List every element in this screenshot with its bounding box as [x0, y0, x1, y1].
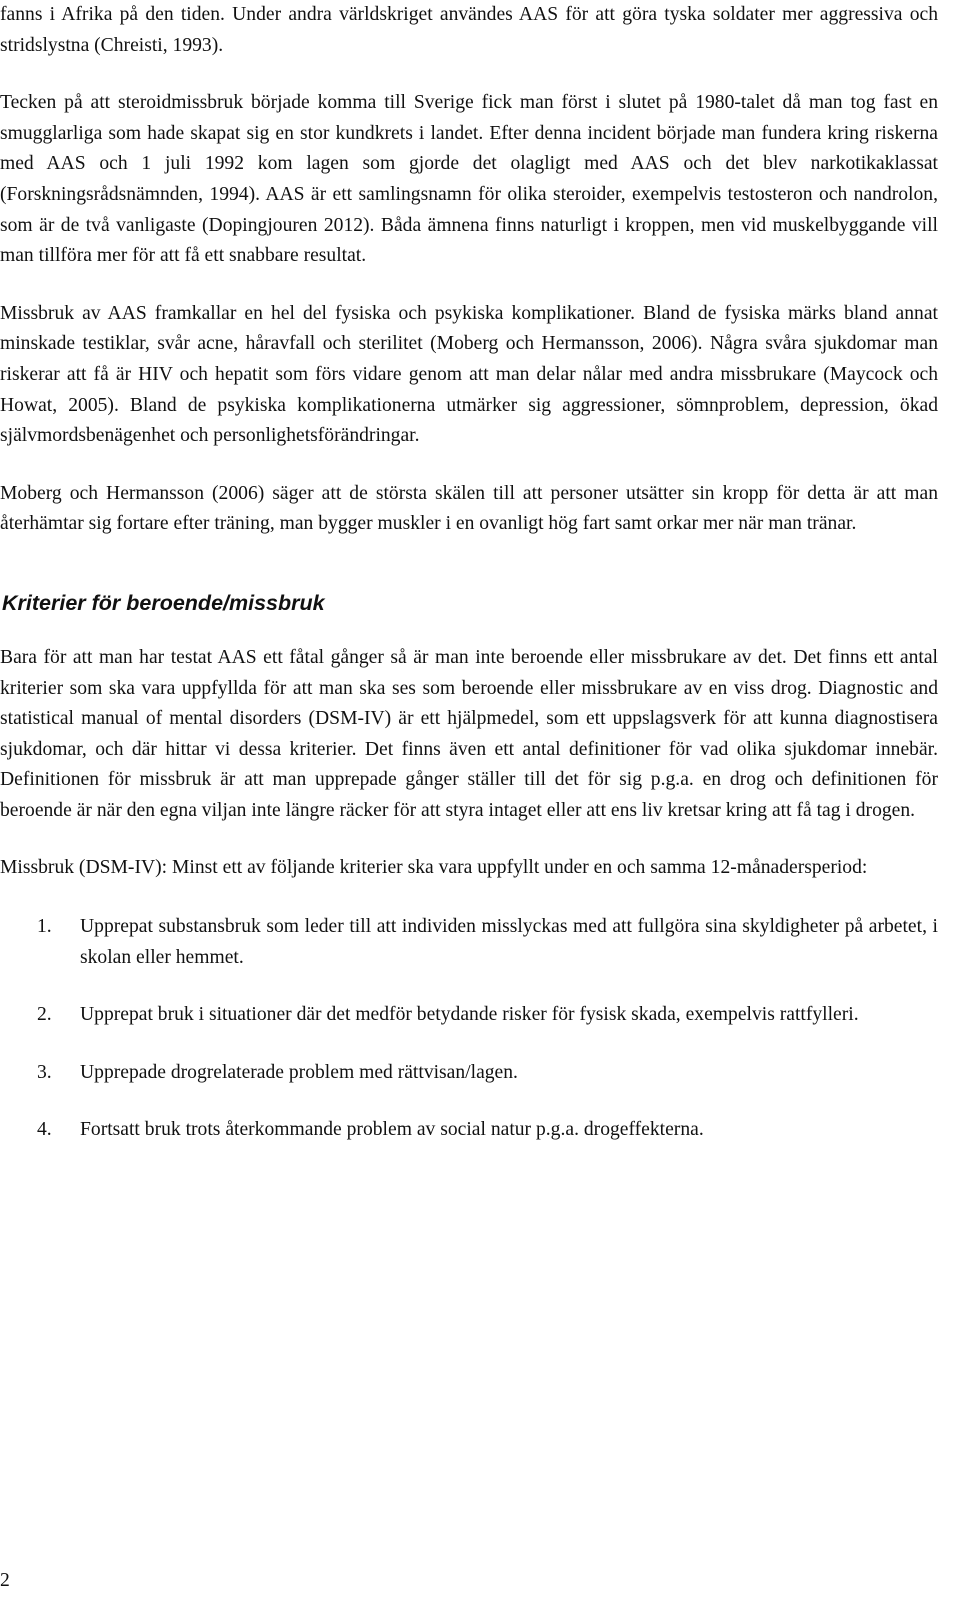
section-paragraph: Missbruk (DSM-IV): Minst ett av följande kriterier ska vara uppfyllt under en och samma 12-månadersperiod: [0, 857, 868, 879]
body-paragraph: Moberg och Hermansson (2006) säger att de största skälen till att personer utsätter sin kropp för detta är att man återhämtar sig fortare efter träning, man bygger muskler i en ovanligt hög fart samt orkar mer när man tränar. [0, 482, 938, 535]
criteria-number: 2. [37, 1004, 52, 1026]
criteria-item [0, 912, 938, 973]
section-paragraph: Bara för att man har testat AAS ett fåtal gånger så är man inte beroende eller missbrukare av det. Det finns ett antal kriterier som ska vara uppfyllda för att man ska ses som beroende eller missbrukare av en viss drog. Diagnostic and statistical manual of mental disorders (DSM-IV) är ett hjälpmedel, som ett uppslagsverk för att kunna diagnostisera sjukdomar, och där hittar vi dessa kriterier. Det finns även ett antal definitioner för vad olika sjukdomar innebär. Definitionen för missbruk är att man upprepade gånger ställer till det för sig p.g.a. en drog och definitionen för beroende är när den egna viljan inte längre räcker för att styra intaget eller att ens liv kretsar kring att få tag i drogen. [0, 646, 938, 821]
criteria-list [0, 912, 938, 1146]
page-number: 2 [0, 1570, 10, 1591]
body-paragraph: Tecken på att steroidmissbruk började komma till Sverige fick man först i slutet på 1980-talet då man tog fast en smugglarliga som hade skapat sig en stor kundkrets i landet. Efter denna incident började man fundera kring riskerna med AAS och 1 juli 1992 kom lagen som gjorde det olagligt med AAS och det blev narkotikaklassat (Forskningsrådsnämnden, 1994). AAS är ett samlingsnamn för olika steroider, exempelvis testosteron och nandrolon, som är de två vanligaste (Dopingjouren 2012). Båda ämnena finns naturligt i kroppen, men vid muskelbyggande vill man tillföra mer för att få ett snabbare resultat. [0, 92, 938, 267]
criteria-text: Fortsatt bruk trots återkommande problem av social natur p.g.a. drogeffekterna. [80, 1119, 704, 1141]
criteria-number: 4. [37, 1119, 52, 1141]
criteria-text: Upprepat substansbruk som leder till att individen misslyckas med att fullgöra sina skyldigheter på arbetet, i skolan eller hemmet. [80, 916, 938, 968]
body-paragraph: fanns i Afrika på den tiden. Under andra världskriget användes AAS för att göra tyska soldater mer aggressiva och stridslystna (Chreisti, 1993). [0, 4, 938, 56]
criteria-text: Upprepade drogrelaterade problem med rättvisan/lagen. [80, 1061, 518, 1083]
criteria-number: 3. [37, 1061, 52, 1083]
criteria-item [0, 1115, 938, 1146]
criteria-text: Upprepat bruk i situationer där det medför betydande risker för fysisk skada, exempelvis rattfylleri. [80, 1004, 859, 1026]
criteria-number: 1. [37, 916, 52, 938]
body-paragraph: Missbruk av AAS framkallar en hel del fysiska och psykiska komplikationer. Bland de fysiska märks bland annat minskade testiklar, svår acne, håravfall och sterilitet (Moberg och Hermansson, 2006). Några svåra sjukdomar man riskerar att få är HIV och hepatit som förs vidare genom att man delar nålar med andra missbrukare (Maycock och Howat, 2005). Bland de psykiska komplikationerna utmärker sig aggressioner, sömnproblem, depression, ökad självmordsbenägenhet och personlighetsförändringar. [0, 302, 938, 447]
criteria-item [0, 1058, 938, 1089]
section-heading: Kriterier för beroende/missbruk [2, 590, 325, 615]
criteria-item [0, 1000, 938, 1031]
